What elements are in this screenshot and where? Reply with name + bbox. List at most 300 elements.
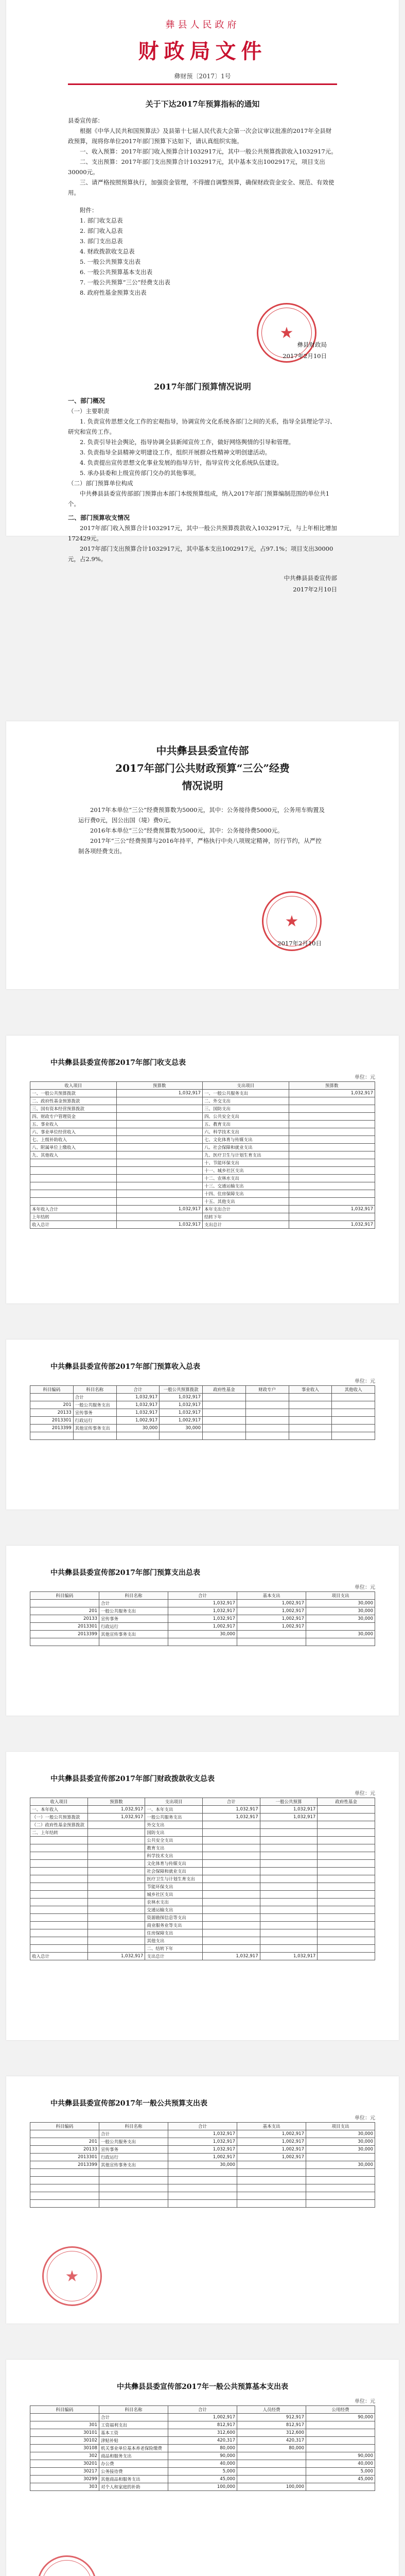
table-cell: [116, 1151, 203, 1159]
table-cell: [116, 1128, 203, 1136]
table-cell: 国防支出: [145, 1829, 203, 1837]
table-cell: [202, 1829, 260, 1837]
table-cell: [289, 1144, 375, 1151]
table-cell: [160, 1432, 203, 1440]
table-cell: 1,032,917: [260, 1806, 318, 1814]
explanation-signer: 中共彝县县委宣传部: [284, 574, 337, 582]
document-heading: 财政局文件: [138, 39, 267, 63]
table-cell: 十五、其他支出: [203, 1198, 289, 1206]
table-cell: 宣传事务: [99, 1615, 168, 1623]
table-cell: [202, 1837, 260, 1844]
table-row: [30, 1097, 375, 1105]
table-cell: 1,002,917: [237, 2154, 306, 2161]
table-cell: 其他宣传事务支出: [99, 1631, 168, 1638]
table-cell: 1,032,917: [116, 1409, 160, 1417]
table-cell: [306, 2177, 375, 2184]
table-cell: [116, 1136, 203, 1144]
attachment-item: 2. 部门收入总表: [80, 227, 123, 234]
table-cell: [237, 2476, 306, 2483]
table-cell: [289, 1159, 375, 1167]
table-cell: [306, 1623, 375, 1631]
table-cell: 100,000: [237, 2483, 306, 2491]
table-row: [30, 1814, 375, 1821]
table-cell: [289, 1425, 332, 1432]
column-header: 合计: [168, 1592, 237, 1600]
table-cell: [168, 2200, 237, 2208]
table-row: [30, 1113, 375, 1121]
table-cell: [260, 1945, 318, 1953]
column-header: 科目名称: [99, 2406, 168, 2414]
table-cell: 一般公共服务支出: [99, 2138, 168, 2146]
table-cell: [116, 1175, 203, 1182]
table-cell: [318, 1806, 375, 1814]
table-cell: 90,000: [306, 2452, 375, 2460]
table-cell: [306, 2437, 375, 2445]
table-cell: 20133: [30, 2146, 99, 2154]
table-cell: [202, 1945, 260, 1953]
table-cell: [289, 1394, 332, 1401]
table-cell: [237, 2177, 306, 2184]
table-cell: 1,032,917: [289, 1221, 375, 1229]
table-cell: 商业服务业等支出: [145, 1922, 203, 1929]
table-cell: [318, 1899, 375, 1906]
notice-body: [68, 126, 337, 198]
table-cell: [318, 1937, 375, 1945]
official-seal-icon: [37, 2555, 97, 2576]
table-row: [30, 1914, 375, 1922]
table-cell: [260, 1852, 318, 1860]
table-page-expense: [6, 1546, 399, 1716]
table-row: [30, 2138, 375, 2146]
table-cell: [237, 2184, 306, 2192]
table-cell: 1,002,917: [168, 2154, 237, 2161]
table-cell: [116, 1121, 203, 1128]
table-cell: 5,000: [168, 2468, 237, 2476]
table-row: [30, 2421, 375, 2429]
table-cell: 十三、交通运输支出: [203, 1182, 289, 1190]
table-cell: 其他支出: [145, 1937, 203, 1945]
table-cell: 40,000: [168, 2460, 237, 2468]
three-public-paragraph: 2017年“三公”经费预算与2016年持平，严格执行中央八项规定精神，厉行节约，从严控制各项经费支出。: [78, 837, 322, 855]
table-header-row: [30, 2406, 375, 2414]
table-cell: [87, 1868, 145, 1875]
table-cell: 其他宣传事务支出: [99, 2161, 168, 2169]
table-cell: 合计: [99, 2414, 168, 2421]
table-cell: [260, 1914, 318, 1922]
table-row: [30, 1401, 375, 1409]
table-cell: 1,032,917: [87, 1953, 145, 1960]
table-cell: 其他宣传事务支出: [73, 1425, 116, 1432]
revenue-expense-table: [30, 1081, 375, 1229]
table-cell: [237, 2169, 306, 2177]
table-cell: [260, 1821, 318, 1829]
table-cell: [260, 1922, 318, 1929]
table-cell: 1,032,917: [87, 1814, 145, 1821]
table-cell: 医疗卫生与计划生育支出: [145, 1875, 203, 1883]
table-cell: 文化体育与传媒支出: [145, 1860, 203, 1868]
fiscal-appropriation-table: [30, 1798, 375, 1960]
table-cell: [318, 1929, 375, 1937]
table-cell: 二、外交支出: [203, 1097, 289, 1105]
table-cell: 五、事业收入: [30, 1121, 117, 1128]
three-public-title: [78, 742, 327, 794]
table-cell: [116, 1432, 160, 1440]
table-cell: [30, 1638, 99, 1646]
table-cell: [30, 1860, 88, 1868]
table-row: [30, 1144, 375, 1151]
table-cell: 科学技术支出: [145, 1852, 203, 1860]
table-cell: [332, 1409, 375, 1417]
table-cell: [87, 1906, 145, 1914]
table-cell: 交通运输支出: [145, 1906, 203, 1914]
table-cell: [87, 1821, 145, 1829]
column-header: 科目编码: [30, 2406, 99, 2414]
table-cell: [237, 1631, 306, 1638]
table-cell: 合计: [99, 1600, 168, 1607]
table-cell: 1,032,917: [168, 1607, 237, 1615]
table-cell: 80,000: [237, 2445, 306, 2452]
column-header: 政府性基金: [203, 1386, 246, 1394]
table-cell: [30, 1600, 99, 1607]
table-cell: 30217: [30, 2468, 99, 2476]
table-unit: 单位：元: [355, 2399, 375, 2404]
table-title: 中共彝县县委宣传部2017年一般公共预算基本支出表: [117, 2383, 288, 2391]
table-row: [30, 1829, 375, 1837]
attachment-item: 3. 部门支出总表: [80, 238, 123, 245]
table-cell: [87, 1914, 145, 1922]
table-cell: 30,000: [160, 1425, 203, 1432]
table-cell: 1,032,917: [260, 1953, 318, 1960]
table-cell: 1,032,917: [289, 1090, 375, 1097]
column-header: 收入项目: [30, 1082, 117, 1090]
table-cell: [237, 2460, 306, 2468]
table-cell: [318, 1821, 375, 1829]
table-cell: 30,000: [306, 2130, 375, 2138]
table-cell: [87, 1829, 145, 1837]
table-cell: [99, 2192, 168, 2200]
table-title: 中共彝县县委宣传部2017年部门收支总表: [50, 1059, 186, 1067]
attachment-item: 7. 一般公共预算“三公”经费支出表: [80, 279, 170, 286]
table-cell: [30, 1844, 88, 1852]
table-cell: 1,032,917: [168, 1600, 237, 1607]
column-header: 政府性基金: [318, 1798, 375, 1806]
table-cell: [116, 1182, 203, 1190]
table-cell: [289, 1190, 375, 1198]
table-cell: [30, 2169, 99, 2177]
table-row: [30, 1883, 375, 1891]
table-row: [30, 2414, 375, 2421]
table-row: [30, 1906, 375, 1914]
table-row: [30, 1394, 375, 1401]
table-cell: [289, 1113, 375, 1121]
table-cell: 收入总计: [30, 1953, 88, 1960]
table-cell: [203, 1401, 246, 1409]
table-cell: [116, 1144, 203, 1151]
table-cell: [306, 2445, 375, 2452]
table-row: [30, 1213, 375, 1221]
table-row: [30, 1937, 375, 1945]
table-cell: [245, 1425, 289, 1432]
duty-paragraph: 1. 负责宣传思想文化工作的宏观指导，协调宣传文化系统各部门之间的关系，指导全县理论学习、研究和宣传工作。: [68, 418, 336, 435]
table-row: [30, 1159, 375, 1167]
table-cell: 30299: [30, 2476, 99, 2483]
table-unit: 单位：元: [355, 1379, 375, 1384]
table-cell: [116, 1167, 203, 1175]
table-cell: [245, 1394, 289, 1401]
table-cell: [202, 1906, 260, 1914]
table-cell: [30, 1868, 88, 1875]
column-header: 人员经费: [237, 2406, 306, 2414]
basic-expense-table: [30, 2405, 375, 2491]
issuer-name: 彝县人民政府: [165, 20, 240, 30]
column-header: 收入项目: [30, 1798, 88, 1806]
column-header: 项目支出: [306, 2123, 375, 2130]
three-public-paragraph: 2017年本单位“三公”经费预算数为5000元，其中：公务接待费5000元，公务用车购置及运行费0元，因公出国（境）费0元。: [78, 806, 325, 824]
table-cell: [202, 1868, 260, 1875]
table-cell: 公务接待费: [99, 2468, 168, 2476]
column-header: 科目名称: [99, 2123, 168, 2130]
column-header: 合计: [116, 1386, 160, 1394]
table-cell: 30,000: [306, 2161, 375, 2169]
table-cell: 合计: [99, 2130, 168, 2138]
table-row: [30, 1136, 375, 1144]
table-cell: 1,032,917: [202, 1806, 260, 1814]
table-row: [30, 1922, 375, 1929]
table-header-row: [30, 1592, 375, 1600]
column-header: 科目编码: [30, 1592, 99, 1600]
table-cell: 一般公共服务支出: [145, 1814, 203, 1821]
notice-paragraph: 二、支出预算：2017年部门支出预算合计1032917元，其中基本支出1002917元，项目支出30000元。: [68, 158, 325, 176]
table-cell: [260, 1937, 318, 1945]
table-row: [30, 1837, 375, 1844]
table-cell: [289, 1432, 332, 1440]
table-cell: [30, 2184, 99, 2192]
table-cell: [260, 1837, 318, 1844]
table-cell: 1,002,917: [237, 2138, 306, 2146]
table-cell: [87, 1860, 145, 1868]
table-cell: 2013399: [30, 1631, 99, 1638]
salutation: 县委宣传部：: [68, 117, 103, 124]
table-cell: [30, 1159, 117, 1167]
table-cell: 行政运行: [99, 2154, 168, 2161]
table-row: [30, 1860, 375, 1868]
column-header: 基本支出: [237, 1592, 306, 1600]
table-cell: [99, 2200, 168, 2208]
table-cell: （二）政府性基金预算拨款: [30, 1821, 88, 1829]
duty-paragraph: 4. 负责提出宣传思想文化事业发展的指导方针，指导宣传文化系统队伍建设。: [80, 459, 283, 466]
table-cell: [30, 1937, 88, 1945]
table-cell: [30, 1837, 88, 1844]
table-cell: [202, 1899, 260, 1906]
table-cell: [87, 1937, 145, 1945]
table-row: [30, 1182, 375, 1190]
table-cell: 六、科学技术支出: [203, 1128, 289, 1136]
table-cell: [203, 1417, 246, 1425]
table-row: [30, 2130, 375, 2138]
table-cell: [168, 2177, 237, 2184]
table-cell: [318, 1875, 375, 1883]
table-row: [30, 2169, 375, 2177]
column-header: 支出项目: [145, 1798, 203, 1806]
table-cell: [237, 1638, 306, 1646]
table-cell: 1,032,917: [87, 1806, 145, 1814]
attachment-item: 1. 部门收支总表: [80, 217, 123, 224]
table-cell: 2013301: [30, 1417, 74, 1425]
table-cell: 1,032,917: [116, 1221, 203, 1229]
table-cell: [202, 1914, 260, 1922]
table-cell: 30102: [30, 2437, 99, 2445]
table-cell: 八、社会保障和就业支出: [203, 1144, 289, 1151]
table-cell: 本年收入合计: [30, 1206, 117, 1213]
table-cell: 1,032,917: [168, 1615, 237, 1623]
attachment-list: [68, 205, 337, 298]
title-line: 情况说明: [182, 779, 223, 792]
table-row: [30, 1631, 375, 1638]
expense-table: [30, 1591, 375, 1646]
table-row: [30, 1417, 375, 1425]
table-row: [30, 1953, 375, 1960]
table-cell: [318, 1852, 375, 1860]
table-cell: 宣传事务: [73, 1409, 116, 1417]
table-row: [30, 2184, 375, 2192]
table-cell: 201: [30, 1401, 74, 1409]
table-row: [30, 1167, 375, 1175]
table-cell: 一、本年收入: [30, 1806, 88, 1814]
table-cell: 外交支出: [145, 1821, 203, 1829]
table-row: [30, 2468, 375, 2476]
table-cell: [168, 1638, 237, 1646]
table-cell: 30,000: [306, 1600, 375, 1607]
table-cell: [332, 1417, 375, 1425]
table-header-row: [30, 1386, 375, 1394]
table-row: [30, 2200, 375, 2208]
table-cell: 一般公共服务支出: [73, 1401, 116, 1409]
notice-title: 关于下达2017年预算指标的通知: [145, 99, 260, 109]
table-cell: [116, 1097, 203, 1105]
table-cell: [116, 1159, 203, 1167]
table-cell: [318, 1883, 375, 1891]
column-header: 科目名称: [99, 1592, 168, 1600]
table-cell: （一）一般公共预算拨款: [30, 1814, 88, 1821]
three-public-page: [6, 721, 399, 989]
table-cell: [116, 1190, 203, 1198]
column-header: 其他收入: [332, 1386, 375, 1394]
table-cell: [318, 1922, 375, 1929]
attachment-item: 5. 一般公共预算支出表: [80, 258, 141, 265]
table-cell: 20133: [30, 1615, 99, 1623]
table-cell: 45,000: [168, 2476, 237, 2483]
table-cell: [237, 2200, 306, 2208]
column-header: 基本支出: [237, 2123, 306, 2130]
table-cell: [289, 1136, 375, 1144]
table-cell: [87, 1875, 145, 1883]
table-cell: 30108: [30, 2445, 99, 2452]
table-cell: [30, 2192, 99, 2200]
table-page-general-public: [6, 2076, 399, 2324]
table-row: [30, 1899, 375, 1906]
table-cell: [318, 1914, 375, 1922]
table-cell: 资源勘探信息等支出: [145, 1914, 203, 1922]
section-heading: 二、部门预算收支情况: [68, 514, 130, 521]
table-cell: 1,032,917: [168, 2130, 237, 2138]
table-cell: [289, 1097, 375, 1105]
table-cell: 十、节能环保支出: [203, 1159, 289, 1167]
table-cell: 312,600: [237, 2429, 306, 2437]
table-cell: 1,032,917: [202, 1953, 260, 1960]
table-row: [30, 1105, 375, 1113]
table-cell: 1,032,917: [116, 1206, 203, 1213]
table-cell: 30101: [30, 2429, 99, 2437]
notice-paragraph: 一、收入预算：2017年部门收入预算合计1032917元，其中一般公共预算拨款收入1032917元。: [80, 148, 337, 155]
table-row: [30, 2161, 375, 2169]
table-cell: [306, 2192, 375, 2200]
column-header: 科目编码: [30, 2123, 99, 2130]
table-cell: [202, 1844, 260, 1852]
duty-paragraph: 2. 负责引导社会舆论，指导协调全县新闻宣传工作，做好网络舆情的引导和管理。: [80, 438, 295, 446]
table-cell: [289, 1417, 332, 1425]
column-header: 合计: [168, 2123, 237, 2130]
section-heading: 一、部门概况: [68, 397, 105, 404]
table-cell: [332, 1425, 375, 1432]
table-cell: [30, 1883, 88, 1891]
sign-date: 2017年2月10日: [283, 352, 327, 360]
table-cell: [30, 1875, 88, 1883]
table-cell: 90,000: [306, 2414, 375, 2421]
table-row: [30, 1198, 375, 1206]
table-cell: [306, 2154, 375, 2161]
table-cell: 812,917: [237, 2421, 306, 2429]
red-divider: [68, 83, 337, 85]
table-row: [30, 1128, 375, 1136]
table-cell: 对个人和家庭的补助: [99, 2483, 168, 2491]
table-row: [30, 2154, 375, 2161]
table-cell: [203, 1425, 246, 1432]
table-cell: 1,032,917: [160, 1401, 203, 1409]
table-cell: [318, 1844, 375, 1852]
table-cell: [168, 2169, 237, 2177]
table-cell: 1,032,917: [160, 1409, 203, 1417]
table-row: [30, 2476, 375, 2483]
attachment-item: 4. 财政拨款收支总表: [80, 248, 135, 255]
table-cell: 100,000: [168, 2483, 237, 2491]
table-cell: 办公费: [99, 2460, 168, 2468]
table-cell: [318, 1868, 375, 1875]
table-cell: [30, 1432, 74, 1440]
table-row: [30, 1875, 375, 1883]
table-cell: 其他商品和服务支出: [99, 2476, 168, 2483]
table-cell: 420,317: [237, 2437, 306, 2445]
table-cell: 十二、农林水支出: [203, 1175, 289, 1182]
table-title: 中共彝县县委宣传部2017年部门财政拨款收支总表: [50, 1775, 215, 1783]
table-cell: 住房保障支出: [145, 1929, 203, 1937]
attachment-item: 8. 政府性基金预算支出表: [80, 289, 147, 296]
table-cell: [245, 1432, 289, 1440]
notice-paragraph: 根据《中华人民共和国预算法》及县第十七届人民代表大会第一次会议审议批准的2017年全县财政预算，现将你单位2017年部门预算下达如下，请认真组织实施。: [68, 127, 332, 145]
table-cell: [260, 1844, 318, 1852]
table-cell: [30, 1929, 88, 1937]
signature-block: [68, 298, 337, 375]
table-page-revenue: [6, 1340, 399, 1510]
table-cell: [245, 1409, 289, 1417]
table-cell: [318, 1953, 375, 1960]
table-title: 中共彝县县委宣传部2017年一般公共预算支出表: [50, 2099, 207, 2108]
table-cell: 1,032,917: [116, 1090, 203, 1097]
table-row: [30, 1121, 375, 1128]
table-cell: [289, 1182, 375, 1190]
table-cell: 30,000: [306, 1615, 375, 1623]
table-cell: [332, 1401, 375, 1409]
table-cell: 1,002,917: [237, 2130, 306, 2138]
